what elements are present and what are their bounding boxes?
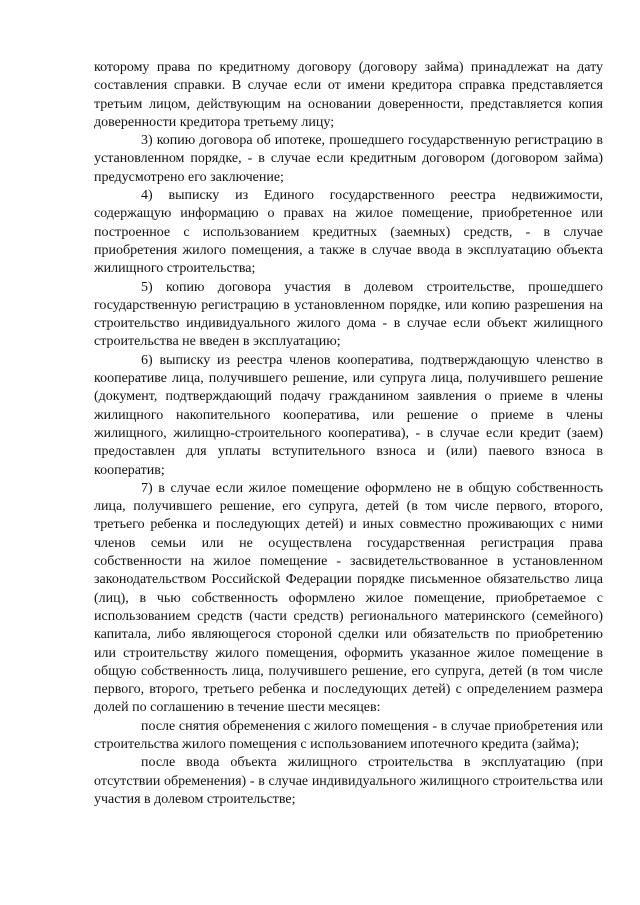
paragraph-item-6: 6) выписку из реестра членов кооператива, подтверждающую членство в кооперативе лица, получившего решение, или супруга лица, получившего решение (документ, подтверждающий подачу гражданином заявления о приеме в члены жилищного накопительного кооператива, или решение о приеме в члены жилищного, жилищно-строительного кооператива), - в случае если кредит (заем) предоставлен для уплаты вступительного взноса и (или) паевого взноса в кооператив; <box>94 352 603 478</box>
paragraph-subitem-1: после снятия обременения с жилого помещения - в случае приобретения или строительства жилого помещения с использованием ипотечного кредита (займа); <box>94 718 603 752</box>
paragraph-item-5: 5) копию договора участия в долевом строительстве, прошедшего государственную регистрацию в установленном порядке, или копию разрешения на строительство индивидуального жилого дома - в случае если объект жилищного строительства не введен в эксплуатацию; <box>94 279 603 350</box>
paragraph-item-7: 7) в случае если жилое помещение оформлено не в общую собственность лица, получившего решение, его супруга, детей (в том числе первого, второго, третьего ребенка и последующих детей) и иных совместно проживающих с ними членов семьи или не осуществлена государственная регистрация права собственности на жилое помещение - засвидетельствованное в установленном законодательством Российской Федерации порядке письменное обязательство лица (лиц), в чью собственность оформлено жилое помещение, приобретаемое с использованием средств (части средств) регионального материнского (семейного) капитала, либо являющегося стороной сделки или обязательств по приобретению или строительству жилого помещения, оформить указанное жилое помещение в общую собственность лица, получившего решение, его супруга, детей (в том числе первого, второго, третьего ребенка и последующих детей) с определением размера долей по соглашению в течение шести месяцев: <box>94 480 603 716</box>
paragraph-continuation: которому права по кредитному договору (договору займа) принадлежат на дату составления справки. В случае если от имени кредитора справка представляется третьим лицом, действующим на основании доверенности, представляется копия доверенности кредитора третьему лицу; <box>94 60 603 130</box>
paragraph-item-4: 4) выписку из Единого государственного реестра недвижимости, содержащую информацию о правах на жилое помещение, приобретенное или построенное с использованием кредитных (заемных) средств, - в случае приобретения жилого помещения, а также в случае ввода в эксплуатацию объекта жилищного строительства; <box>94 188 603 277</box>
paragraph-item-3: 3) копию договора об ипотеке, прошедшего государственную регистрацию в установленном порядке, - в случае если кредитным договором (договором займа) предусмотрено его заключение; <box>94 133 603 185</box>
paragraph-subitem-2: после ввода объекта жилищного строительства в эксплуатацию (при отсутствии обременения) - в случае индивидуального жилищного строительства или участия в долевом строительстве; <box>94 755 603 807</box>
